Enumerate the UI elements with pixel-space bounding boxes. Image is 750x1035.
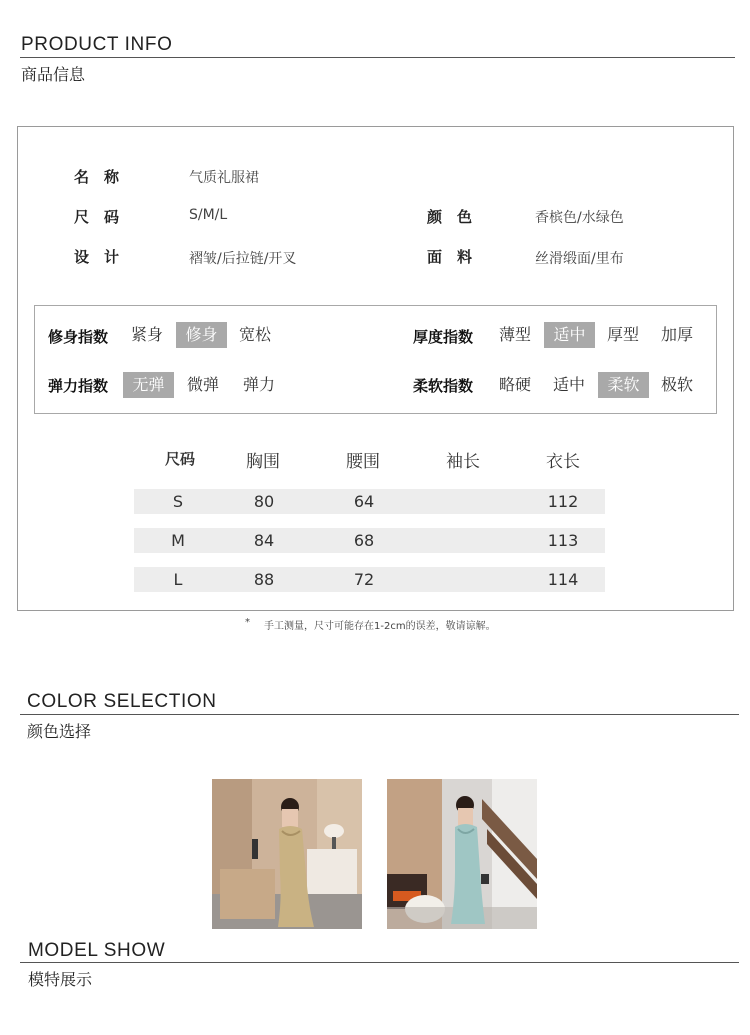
- spec-design-label: 设 计: [74, 248, 120, 266]
- champagne-dress-image: [212, 779, 362, 929]
- spec-color-label: 颜 色: [427, 208, 473, 226]
- section-divider: [20, 57, 735, 58]
- spec-fabric-label: 面 料: [427, 248, 473, 266]
- table-cell-bust: 88: [253, 570, 275, 589]
- thickness-option-thick: 厚型: [606, 325, 639, 344]
- thickness-option-thin: 薄型: [498, 325, 531, 344]
- fit-option-slim-selected: 修身: [176, 322, 227, 348]
- table-cell-length: 114: [547, 570, 579, 589]
- table-cell-waist: 72: [353, 570, 375, 589]
- model-show-title-cn: 模特展示: [28, 970, 93, 989]
- spec-name-label: 名 称: [74, 168, 120, 186]
- softness-index-label: 柔软指数: [413, 377, 474, 395]
- table-cell-sleeve: [419, 567, 509, 592]
- thickness-option-medium-selected: 适中: [544, 322, 595, 348]
- spec-name-value: 气质礼服裙: [189, 170, 259, 186]
- size-table-header-sleeve: 袖长: [446, 452, 480, 472]
- product-info-title-en: PRODUCT INFO: [21, 34, 173, 55]
- table-cell-bust: 84: [253, 531, 275, 550]
- water-green-dress-image: [387, 779, 537, 929]
- softness-option-firm: 略硬: [498, 375, 531, 394]
- table-cell-size: M: [171, 531, 185, 550]
- elasticity-option-stretch: 弹力: [242, 375, 275, 394]
- table-cell-sleeve: [419, 528, 509, 553]
- size-table-header-length: 衣长: [546, 452, 580, 472]
- table-cell-bust: 80: [253, 492, 275, 511]
- size-table-header-bust: 胸围: [246, 452, 280, 472]
- size-table-header-size: 尺码: [164, 450, 195, 468]
- elasticity-option-none-selected: 无弹: [123, 372, 174, 398]
- note-star: *: [245, 617, 250, 628]
- product-info-title-cn: 商品信息: [21, 65, 86, 84]
- softness-option-medium: 适中: [552, 375, 585, 394]
- section-divider: [20, 714, 739, 715]
- elasticity-index-label: 弹力指数: [48, 377, 109, 395]
- measurement-note: 手工测量，尺寸可能存在1-2cm的误差，敬请谅解。: [264, 621, 496, 632]
- softness-option-soft-selected: 柔软: [598, 372, 649, 398]
- color-selection-title-cn: 颜色选择: [27, 722, 92, 741]
- champagne-dress-photo[interactable]: [212, 779, 362, 929]
- fit-index-label: 修身指数: [48, 328, 109, 346]
- fit-option-tight: 紧身: [130, 325, 163, 344]
- size-table-header-waist: 腰围: [346, 452, 380, 472]
- water-green-dress-photo[interactable]: [387, 779, 537, 929]
- spec-fabric-value: 丝滑缎面/里布: [535, 251, 624, 267]
- spec-size-label: 尺 码: [74, 208, 120, 226]
- color-selection-title-en: COLOR SELECTION: [27, 691, 217, 712]
- softness-option-very-soft: 极软: [660, 375, 693, 394]
- thickness-index-label: 厚度指数: [413, 328, 474, 346]
- table-cell-sleeve: [419, 489, 509, 514]
- table-cell-length: 112: [547, 492, 579, 511]
- elasticity-option-slight: 微弹: [186, 375, 219, 394]
- table-cell-length: 113: [547, 531, 579, 550]
- section-divider: [20, 962, 739, 963]
- table-cell-size: L: [173, 570, 183, 589]
- spec-color-value: 香槟色/水绿色: [535, 210, 624, 226]
- table-cell-waist: 68: [353, 531, 375, 550]
- fit-option-loose: 宽松: [238, 325, 271, 344]
- spec-size-value: S/M/L: [189, 207, 228, 223]
- spec-design-value: 褶皱/后拉链/开叉: [189, 251, 297, 267]
- table-cell-waist: 64: [353, 492, 375, 511]
- model-show-title-en: MODEL SHOW: [28, 940, 166, 961]
- thickness-option-extra-thick: 加厚: [660, 325, 693, 344]
- table-cell-size: S: [172, 492, 184, 511]
